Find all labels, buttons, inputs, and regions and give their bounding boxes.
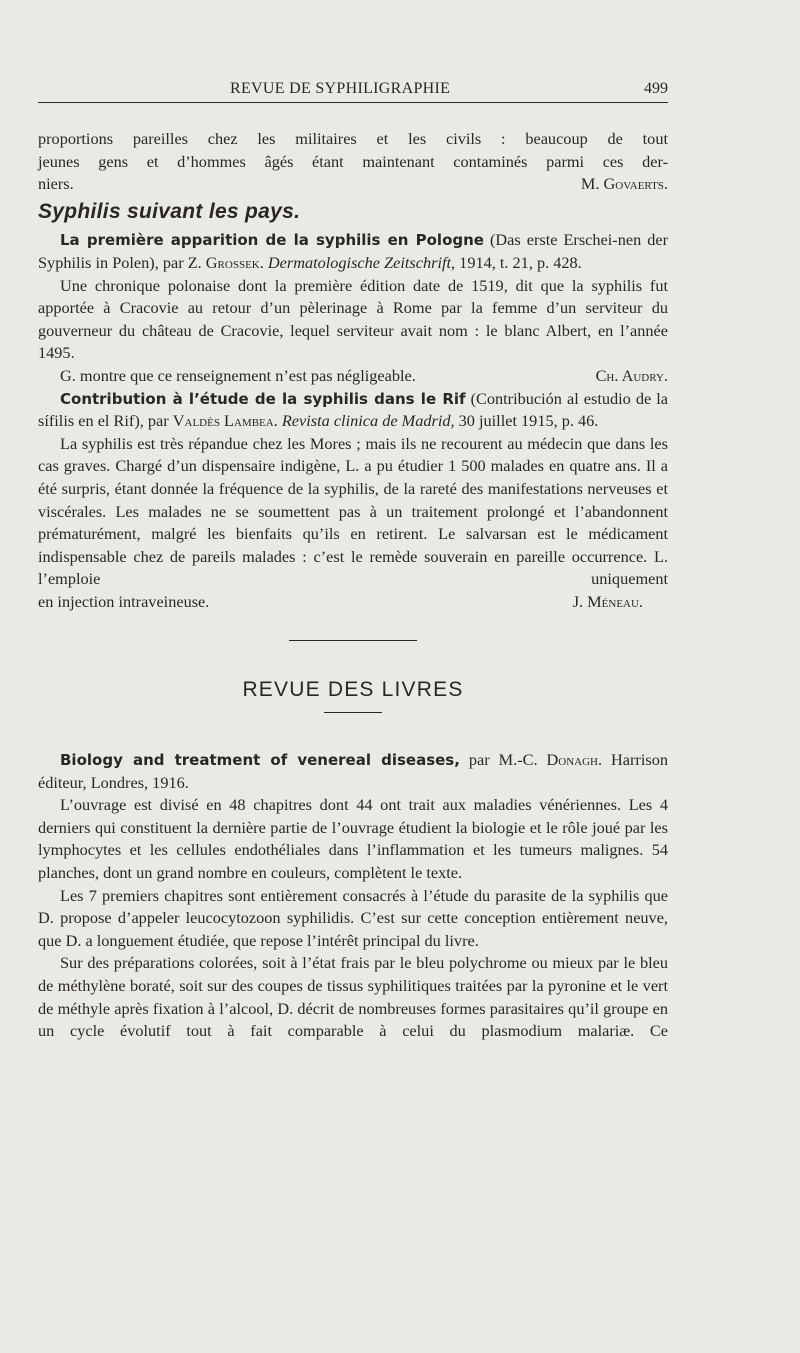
article1-title: La première apparition de la syphilis en Pologne [60,231,484,250]
page-number: 499 [644,80,668,97]
running-head: REVUE DE SYPHILIGRAPHIE [230,80,451,97]
book1-paragraph-2: Les 7 premiers chapitres sont entièrement consacrés à l’étude du parasite de la syphilis que D. propose d’appeler leucocytozoon syphilidis. C’est sur cette conception entièrement neuve, que D. a longuement étudiée, que repose l’intérêt principal du livre. [38,885,668,950]
section-divider [289,640,417,641]
book1-author: M.-C. Donagh [498,750,598,770]
article2-journal: Revista clinica de Madrid, [281,411,455,431]
intro-line-1: proportions pareilles chez les militaires et les civils : beaucoup de tout [38,129,668,148]
book1-ref-b: . Harrison éditeur, Londres, 1916. [38,750,668,792]
article1-journal: Dermatologische Zeitschrift [267,252,452,272]
article1-ref-b: . [259,252,268,272]
intro-last-row [38,173,668,196]
section-title: Syphilis suivant les pays. [38,199,301,223]
article2-signature: J. Méneau. [572,591,643,611]
article2-ref-a: (Contribución al estudio de la sífilis en el Rif), par [38,388,669,431]
reviews-heading: REVUE DES LIVRES [242,678,464,702]
book1-title: Biology and treatment of venereal diseases, [60,751,460,770]
article2-author: Valdès Lambea [172,411,274,431]
book1-ref-a: par [459,750,499,770]
intro-line-2: jeunes gens et d’hommes âgés étant maintenant contaminés parmi ces der- [38,151,668,171]
article1-body: Une chronique polonaise dont la première édition date de 1519, dit que la syphilis fut apportée à Cracovie au retour d’un pèlerinage à Rome par la femme d’un serviteur du gouverneur du château de Cracovie, lequel serviteur avait nom : le blanc Albert, en l’année 1495. [38,275,668,363]
article1-ref-a: (Das erste Erschei-nen der Syphilis in Polen), par [38,230,669,272]
page-header [38,80,668,103]
book1-paragraph-1: L’ouvrage est divisé en 48 chapitres dont 44 ont trait aux maladies vénériennes. Les 4 derniers qui constituent la dernière partie de l’ouvrage étudient la biologie et le rôle joué par les lymphocytes et les cellules endothéliales dans l’inflammation et les tumeurs malignes. 54 planches, dont un grand nombre en couleurs, complètent le texte. [38,795,668,883]
intro-paragraph [38,128,668,196]
book1-reference [38,749,668,794]
intro-line-3: niers. [38,174,74,194]
article1-last-line: G. montre que ce renseignement n’est pas négligeable. [60,365,416,385]
article2-ref-b: . [273,411,282,431]
article2-title: Contribution à l’étude de la syphilis dans le Rif [60,389,466,408]
article1-signature: Ch. Audry. [595,365,668,385]
intro-signature: M. Govaerts. [580,174,668,194]
article1-ref-c: , 1914, t. 21, p. 428. [451,252,582,272]
article2-ref-c: 30 juillet 1915, p. 46. [454,411,599,431]
article2-last-line: en injection intraveineuse. [38,591,210,611]
article1-last-row [38,365,668,388]
article1-author: Z. Grossek [187,252,260,272]
article2-reference [38,388,668,433]
reviews-divider [324,712,382,713]
book1-paragraph-3: Sur des préparations colorées, soit à l’état frais par le bleu polychrome ou mieux par le bleu de méthylène boraté, soit sur des coupes de tissus syphilitiques traitées par la pyronine et le vert de méthyle après fixation à l’alcool, D. décrit de nombreuses formes parasitaires qu’il groupe en un cycle évolutif tout à fait comparable à celui du plasmodium malariæ. Ce [38,953,668,1041]
page-body [38,128,668,1043]
article2-last-row [38,591,668,614]
article2-body: La syphilis est très répandue chez les Mores ; mais ils ne recourent au médecin que dans les cas graves. Chargé d’un dispensaire indigène, L. a pu étudier 1 500 malades en quatre ans. Il a été surpris, étant donnée la fréquence de la syphilis, de la rareté des manifestations nerveuses et viscérales. Les malades ne se soumettent pas à un traitement prolongé et l’abandonnent prématurément, malgré les bienfaits qu’ils en retirent. Le salvarsan est le médicament indispensable chez de pareils malades : c’est le remède souverain en pareille occurrence. L. l’emploie uniquement [38,433,668,589]
article1-reference [38,229,668,274]
